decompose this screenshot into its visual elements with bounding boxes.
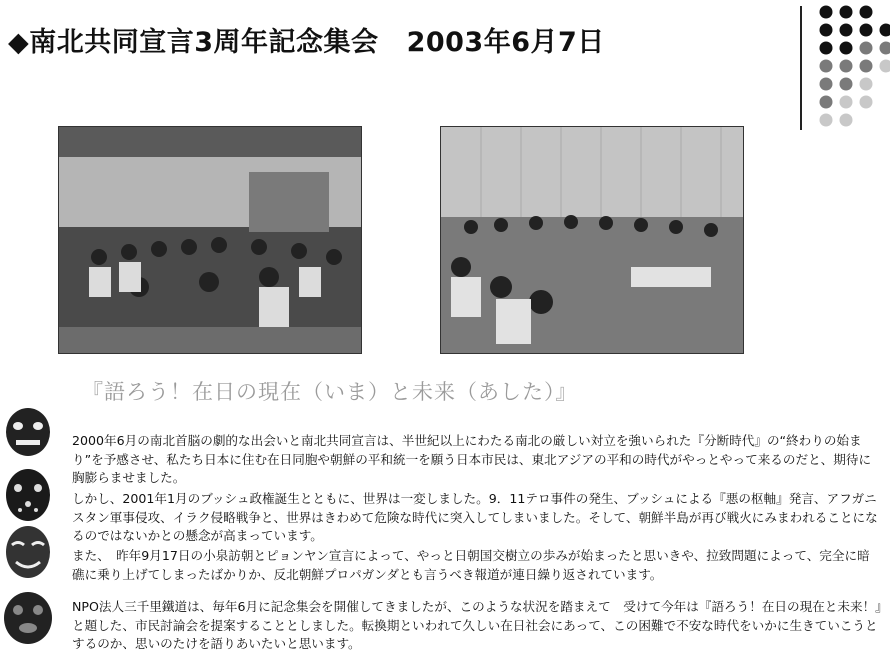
event-title: 南北共同宣言3周年記念集会 [29, 27, 378, 58]
mask-icon-3 [6, 526, 50, 578]
mask-icon-1 [6, 408, 50, 456]
decor-dot [820, 6, 833, 19]
paragraph-2: しかし、2001年1月のブッシュ政権誕生とともに、世界は一変しました。9．11テロ事件の発生、ブッシュによる『悪の枢軸』発言、アフガニスタン軍事侵攻、イラク侵略戦争と、世界はきわめて危険な時代に突入してしまいました。そして、朝鮮半島が再び戦火にみまわれることになるのではないかとの懸念が高まっています。 [72, 490, 882, 546]
decor-dot [880, 60, 890, 73]
decor-dot [860, 60, 873, 73]
decor-dot [840, 6, 853, 19]
paragraph-1: 2000年6月の南北首脳の劇的な出会いと南北共同宣言は、半世紀以上にわたる南北の厳しい対立を強いられた『分断時代』の“終わりの始まり”を予感させ、私たち日本に住む在日同胞や朝鮮の平和統一を願う日本市民は、東北アジアの平和の時代がやっとやって来るのだと、期待に胸膨らませました。 [72, 432, 882, 488]
decor-dot [840, 78, 853, 91]
dot-grid-decoration [0, 0, 890, 130]
decor-dot [820, 42, 833, 55]
title-marker: ◆ [8, 27, 29, 58]
decor-dot [840, 114, 853, 127]
paragraph-3: また、 昨年9月17日の小泉訪朝とピョンヤン宣言によって、やっと日朝国交樹立の歩みが始まったと思いきや、拉致問題によって、完全に暗礁に乗り上げてしまったばかりか、反北朝鮮プロパガンダとも言うべき報道が連日繰り返されています。 [72, 547, 882, 584]
paragraph-4: NPO法人三千里鐵道は、毎年6月に記念集会を開催してきましたが、このような状況を踏まえて 受けて今年は『語ろう！在日の現在と未来！』と題した、市民討論会を提案することとしました。転換期といわれて久しい在日社会にあって、この困難で不安な時代をいかに生きていこうとするのか、思いのたけを語りあいたいと思います。 [72, 598, 882, 654]
mask-icon-4 [4, 592, 52, 644]
decor-dot [820, 114, 833, 127]
decor-dot [880, 42, 890, 55]
decor-dot [820, 24, 833, 37]
mask-decorations [0, 400, 60, 651]
decor-dot [820, 96, 833, 109]
decor-dot [860, 78, 873, 91]
meeting-photo-right [440, 126, 744, 354]
decor-dot [860, 6, 873, 19]
mask-icon-2 [6, 469, 50, 521]
vertical-divider [800, 6, 802, 130]
meeting-photo-left [58, 126, 362, 354]
decor-dot [840, 96, 853, 109]
decor-dot [840, 24, 853, 37]
decor-dot [860, 96, 873, 109]
decor-dot [860, 24, 873, 37]
decor-dot [880, 24, 890, 37]
decor-dot [820, 60, 833, 73]
decor-dot [860, 42, 873, 55]
event-date: 2003年6月7日 [407, 27, 605, 58]
decor-dot [840, 60, 853, 73]
decor-dot [840, 42, 853, 55]
event-subtitle: 『語ろう！在日の現在（いま）と未来（あした）』 [82, 376, 578, 406]
decor-dot [820, 78, 833, 91]
